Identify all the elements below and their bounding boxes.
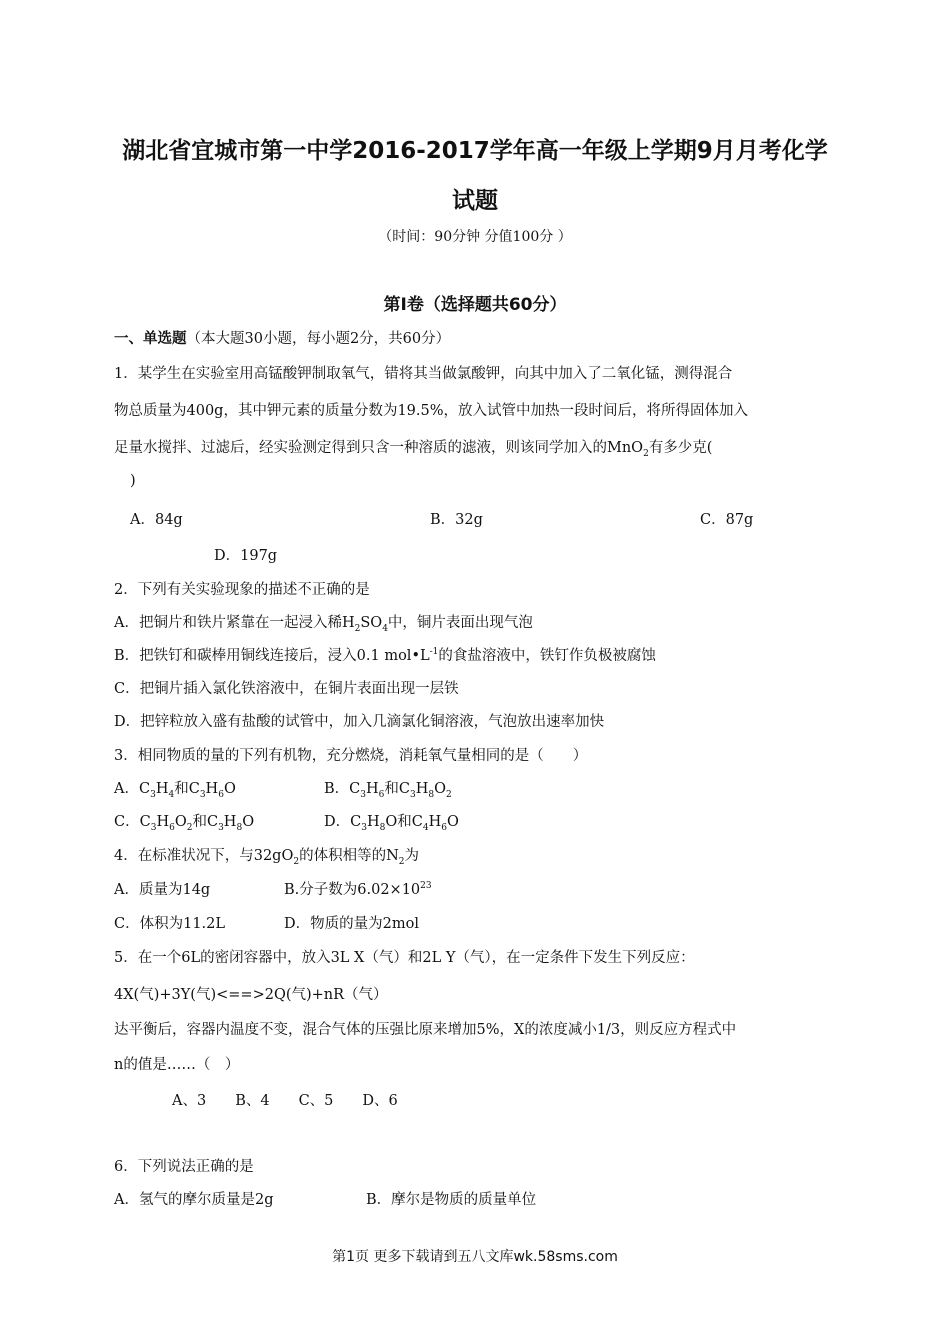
q1-line4: ) <box>130 473 136 489</box>
document-title-line1: 湖北省宜城市第一中学2016-2017学年高一年级上学期9月月考化学 <box>122 138 828 164</box>
s: 8 <box>236 822 243 833</box>
q2-a-text1: A．把铜片和铁片紧靠在一起浸入稀H <box>114 615 355 631</box>
q5-line1: 5．在一个6L的密闭容器中，放入3L X（气）和2L Y（气），在一定条件下发生下列反应： <box>114 950 695 966</box>
s: 3 <box>150 822 157 833</box>
f: H <box>428 814 442 830</box>
q1-subscript: 2 <box>643 448 649 459</box>
q1-option-b: B．32g <box>430 512 483 528</box>
f: 和C <box>384 781 410 797</box>
q2-a-sub1: 2 <box>354 623 361 634</box>
q1-option-c: C．87g <box>700 512 754 528</box>
q1-option-d: D．197g <box>214 548 278 564</box>
s: 6 <box>378 789 385 800</box>
q3-option-c <box>114 810 254 833</box>
q3-option-b <box>324 777 452 800</box>
document-title-line2: 试题 <box>452 188 498 214</box>
f: O <box>174 814 187 830</box>
f: H <box>366 814 380 830</box>
f: D．C <box>324 814 362 830</box>
part-note: （本大题30小题，每小题2分，共60分） <box>186 331 451 347</box>
q2-a-text3: 中，铜片表面出现气泡 <box>387 615 533 631</box>
q6-option-a: A．氢气的摩尔质量是2g <box>114 1192 274 1208</box>
q5-line2: 4X(气)+3Y(气)<==>2Q(气)+nR（气） <box>114 987 388 1003</box>
q5-options: A、3 B、4 C、5 D、6 <box>172 1093 398 1109</box>
q5-line4: n的值是……（ ） <box>114 1057 240 1073</box>
s: 3 <box>361 822 367 833</box>
q2-a-text2: SO <box>360 615 383 631</box>
s: 2 <box>186 822 193 833</box>
f: H <box>155 781 169 797</box>
f: O <box>242 814 255 830</box>
section-heading: 第Ⅰ卷（选择题共60分） <box>383 295 567 315</box>
s: 3 <box>409 789 416 800</box>
q6-option-b: B．摩尔是物质的质量单位 <box>366 1192 537 1208</box>
s: 6 <box>441 822 447 833</box>
s: 3 <box>150 789 156 800</box>
s: 2 <box>446 789 452 800</box>
q2-b-text1: B．把铁钉和碳棒用铜线连接后，浸入0.1 mol•L <box>114 648 430 664</box>
q4-b-sup: 23 <box>420 881 432 892</box>
page-footer: 第1页 更多下载请到五八文库wk.58sms.com <box>332 1249 618 1265</box>
q2-b-text2: 的食盐溶液中，铁钉作负极被腐蚀 <box>438 648 656 664</box>
q4-stem-sub1: 2 <box>293 856 300 867</box>
q3-option-a <box>114 777 236 800</box>
q4-stem-sub2: 2 <box>398 856 405 867</box>
part-heading <box>114 327 450 348</box>
q4-option-c: C．体积为11.2L <box>114 916 226 932</box>
q4-stem-text2: 的体积相等的N <box>299 848 399 864</box>
f: B．C <box>324 781 361 797</box>
f: 和C <box>192 814 219 830</box>
q4-option-b <box>284 878 432 899</box>
q3-option-d <box>324 810 459 833</box>
f: A．C <box>114 781 151 797</box>
s: 4 <box>168 789 175 800</box>
q2-option-a <box>114 611 533 634</box>
q3-stem: 3．相同物质的量的下列有机物，充分燃烧，消耗氧气量相同的是（ ） <box>114 748 588 764</box>
q1-line1: 1．某学生在实验室用高锰酸钾制取氧气，错将其当做氯酸钾，向其中加入了二氧化锰，测得混合 <box>114 366 733 382</box>
q1-line3-tail: 有多少克( <box>648 440 713 456</box>
f: H <box>223 814 237 830</box>
q1-line3-text: 足量水搅拌、过滤后，经实验测定得到只含一种溶质的滤液，则该同学加入的MnO <box>114 440 644 456</box>
s: 3 <box>360 789 366 800</box>
q4-stem-text1: 4．在标准状况下，与32gO <box>114 848 294 864</box>
s: 3 <box>218 822 224 833</box>
part-title: 一、单选题 <box>114 331 187 347</box>
q4-stem-text3: 为 <box>404 848 420 864</box>
q1-line2: 物总质量为400g，其中钾元素的质量分数为19.5%，放入试管中加热一段时间后，将所得固体加入 <box>114 403 749 419</box>
f: H <box>205 781 219 797</box>
q4-option-d: D．物质的量为2mol <box>284 916 419 932</box>
q6-stem: 6．下列说法正确的是 <box>114 1159 254 1175</box>
q2-option-d: D．把锌粒放入盛有盐酸的试管中，加入几滴氯化铜溶液，气泡放出速率加快 <box>114 714 605 730</box>
q4-option-a: A．质量为14g <box>114 882 211 898</box>
q1-option-a: A．84g <box>130 512 183 528</box>
s: 4 <box>422 822 429 833</box>
q5-line3: 达平衡后，容器内温度不变，混合气体的压强比原来增加5%，X的浓度减小1/3，则反应方程式中 <box>114 1022 737 1038</box>
f: H <box>415 781 429 797</box>
s: 8 <box>379 822 386 833</box>
f: O <box>434 781 446 797</box>
s: 6 <box>169 822 175 833</box>
time-score-note: （时间：90分钟 分值100分 ） <box>378 229 572 245</box>
q2-b-sup: -1 <box>429 647 439 658</box>
f: H <box>156 814 170 830</box>
s: 6 <box>218 789 224 800</box>
q2-a-sub2: 4 <box>382 623 388 634</box>
s: 8 <box>428 789 435 800</box>
f: O <box>446 814 459 830</box>
q1-line3 <box>114 436 712 459</box>
f: O <box>223 781 236 797</box>
f: C．C <box>114 814 151 830</box>
q4-b-text: B.分子数为6.02×10 <box>284 882 421 898</box>
q4-stem <box>114 844 419 867</box>
q2-option-c: C．把铜片插入氯化铁溶液中，在铜片表面出现一层铁 <box>114 681 459 697</box>
q2-option-b <box>114 644 656 665</box>
f: O和C <box>385 814 423 830</box>
f: 和C <box>174 781 200 797</box>
q2-stem: 2．下列有关实验现象的描述不正确的是 <box>114 582 370 598</box>
f: H <box>365 781 379 797</box>
s: 3 <box>199 789 206 800</box>
